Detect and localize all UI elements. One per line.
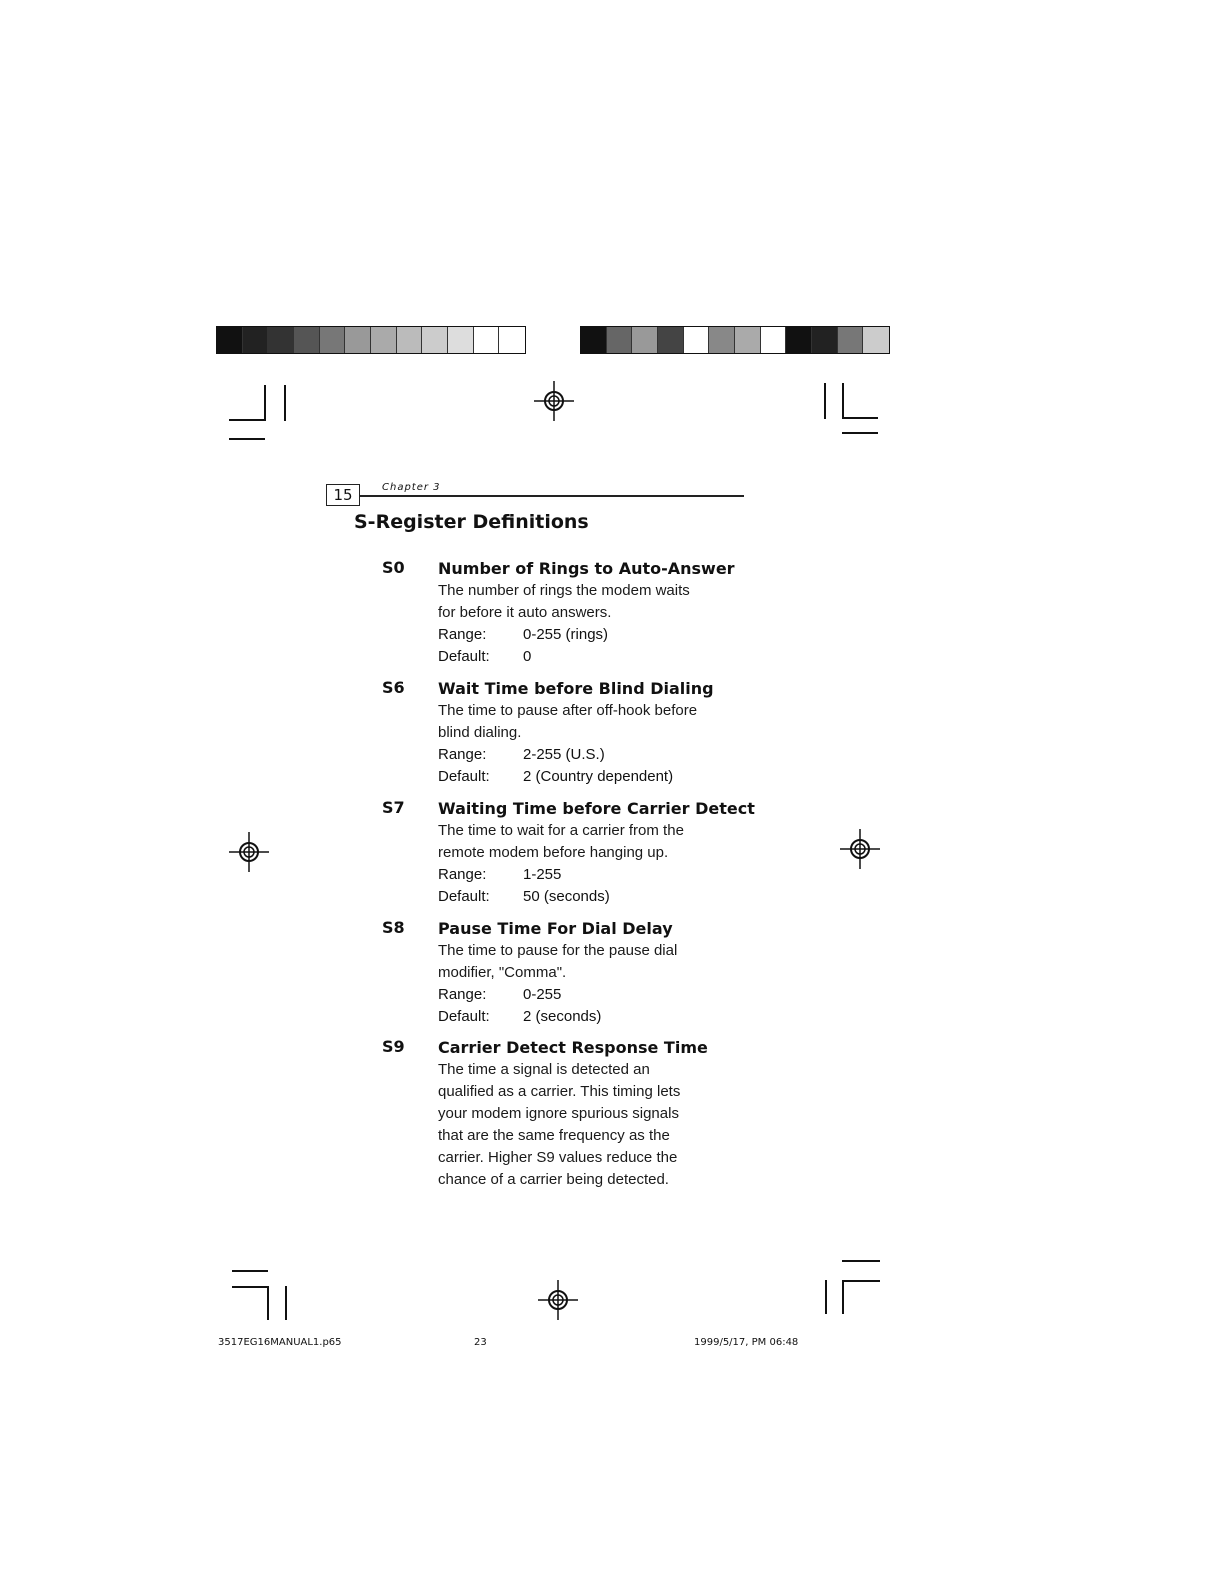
register-description-line: The number of rings the modem waits: [438, 582, 690, 599]
register-title: Number of Rings to Auto-Answer: [438, 559, 735, 578]
register-title: Waiting Time before Carrier Detect: [438, 799, 755, 818]
default-value: 2 (Country dependent): [523, 768, 674, 785]
register-description-line: for before it auto answers.: [438, 604, 612, 621]
register-range: [438, 744, 768, 766]
range-value: 0-255: [523, 986, 562, 1003]
register-title: Carrier Detect Response Time: [438, 1038, 708, 1057]
register-title: Wait Time before Blind Dialing: [438, 679, 714, 698]
register-title: Pause Time For Dial Delay: [438, 919, 673, 938]
footer-filename: 3517EG16MANUAL1.p65: [218, 1337, 342, 1348]
section-title: S-Register Definitions: [354, 511, 589, 533]
register-description-line: qualified as a carrier. This timing lets: [438, 1083, 681, 1100]
register-range: [438, 624, 768, 646]
default-label: Default:: [438, 648, 490, 665]
register-id: S6: [382, 678, 405, 697]
default-value: 2 (seconds): [523, 1008, 602, 1025]
registration-target-icon: [534, 381, 574, 421]
range-label: Range:: [438, 986, 487, 1003]
register-default: [438, 886, 768, 908]
register-default: [438, 1006, 768, 1028]
color-bar-left: [216, 326, 526, 354]
register-description-line: The time to pause for the pause dial: [438, 942, 678, 959]
default-value: 50 (seconds): [523, 888, 610, 905]
footer-timestamp: 1999/5/17, PM 06:48: [694, 1337, 799, 1348]
range-label: Range:: [438, 866, 487, 883]
registration-target-icon: [840, 829, 880, 869]
register-description-line: remote modem before hanging up.: [438, 844, 669, 861]
register-id: S8: [382, 918, 405, 937]
default-value: 0: [523, 648, 532, 665]
register-id: S9: [382, 1037, 405, 1056]
register-description-line: The time to pause after off-hook before: [438, 702, 698, 719]
color-bar-right: [580, 326, 890, 354]
register-description-line: that are the same frequency as the: [438, 1127, 670, 1144]
page-number: 15: [326, 484, 360, 506]
range-label: Range:: [438, 746, 487, 763]
range-label: Range:: [438, 626, 487, 643]
registration-target-icon: [229, 832, 269, 872]
default-label: Default:: [438, 888, 490, 905]
range-value: 0-255 (rings): [523, 626, 609, 643]
register-description-line: your modem ignore spurious signals: [438, 1105, 679, 1122]
register-description-line: The time to wait for a carrier from the: [438, 822, 684, 839]
register-range: [438, 984, 768, 1006]
register-id: S7: [382, 798, 405, 817]
register-description-line: carrier. Higher S9 values reduce the: [438, 1149, 678, 1166]
register-default: [438, 646, 768, 668]
header-rule: [360, 495, 744, 497]
registration-target-icon: [538, 1280, 578, 1320]
register-description-line: blind dialing.: [438, 724, 522, 741]
default-label: Default:: [438, 768, 490, 785]
register-id: S0: [382, 558, 405, 577]
register-description-line: modifier, "Comma".: [438, 964, 567, 981]
default-label: Default:: [438, 1008, 490, 1025]
footer-sheet-number: 23: [474, 1337, 487, 1348]
register-range: [438, 864, 768, 886]
register-default: [438, 766, 768, 788]
range-value: 2-255 (U.S.): [523, 746, 605, 763]
range-value: 1-255: [523, 866, 562, 883]
register-description-line: The time a signal is detected an: [438, 1061, 650, 1078]
register-description-line: chance of a carrier being detected.: [438, 1171, 669, 1188]
chapter-label: Chapter 3: [382, 482, 441, 493]
